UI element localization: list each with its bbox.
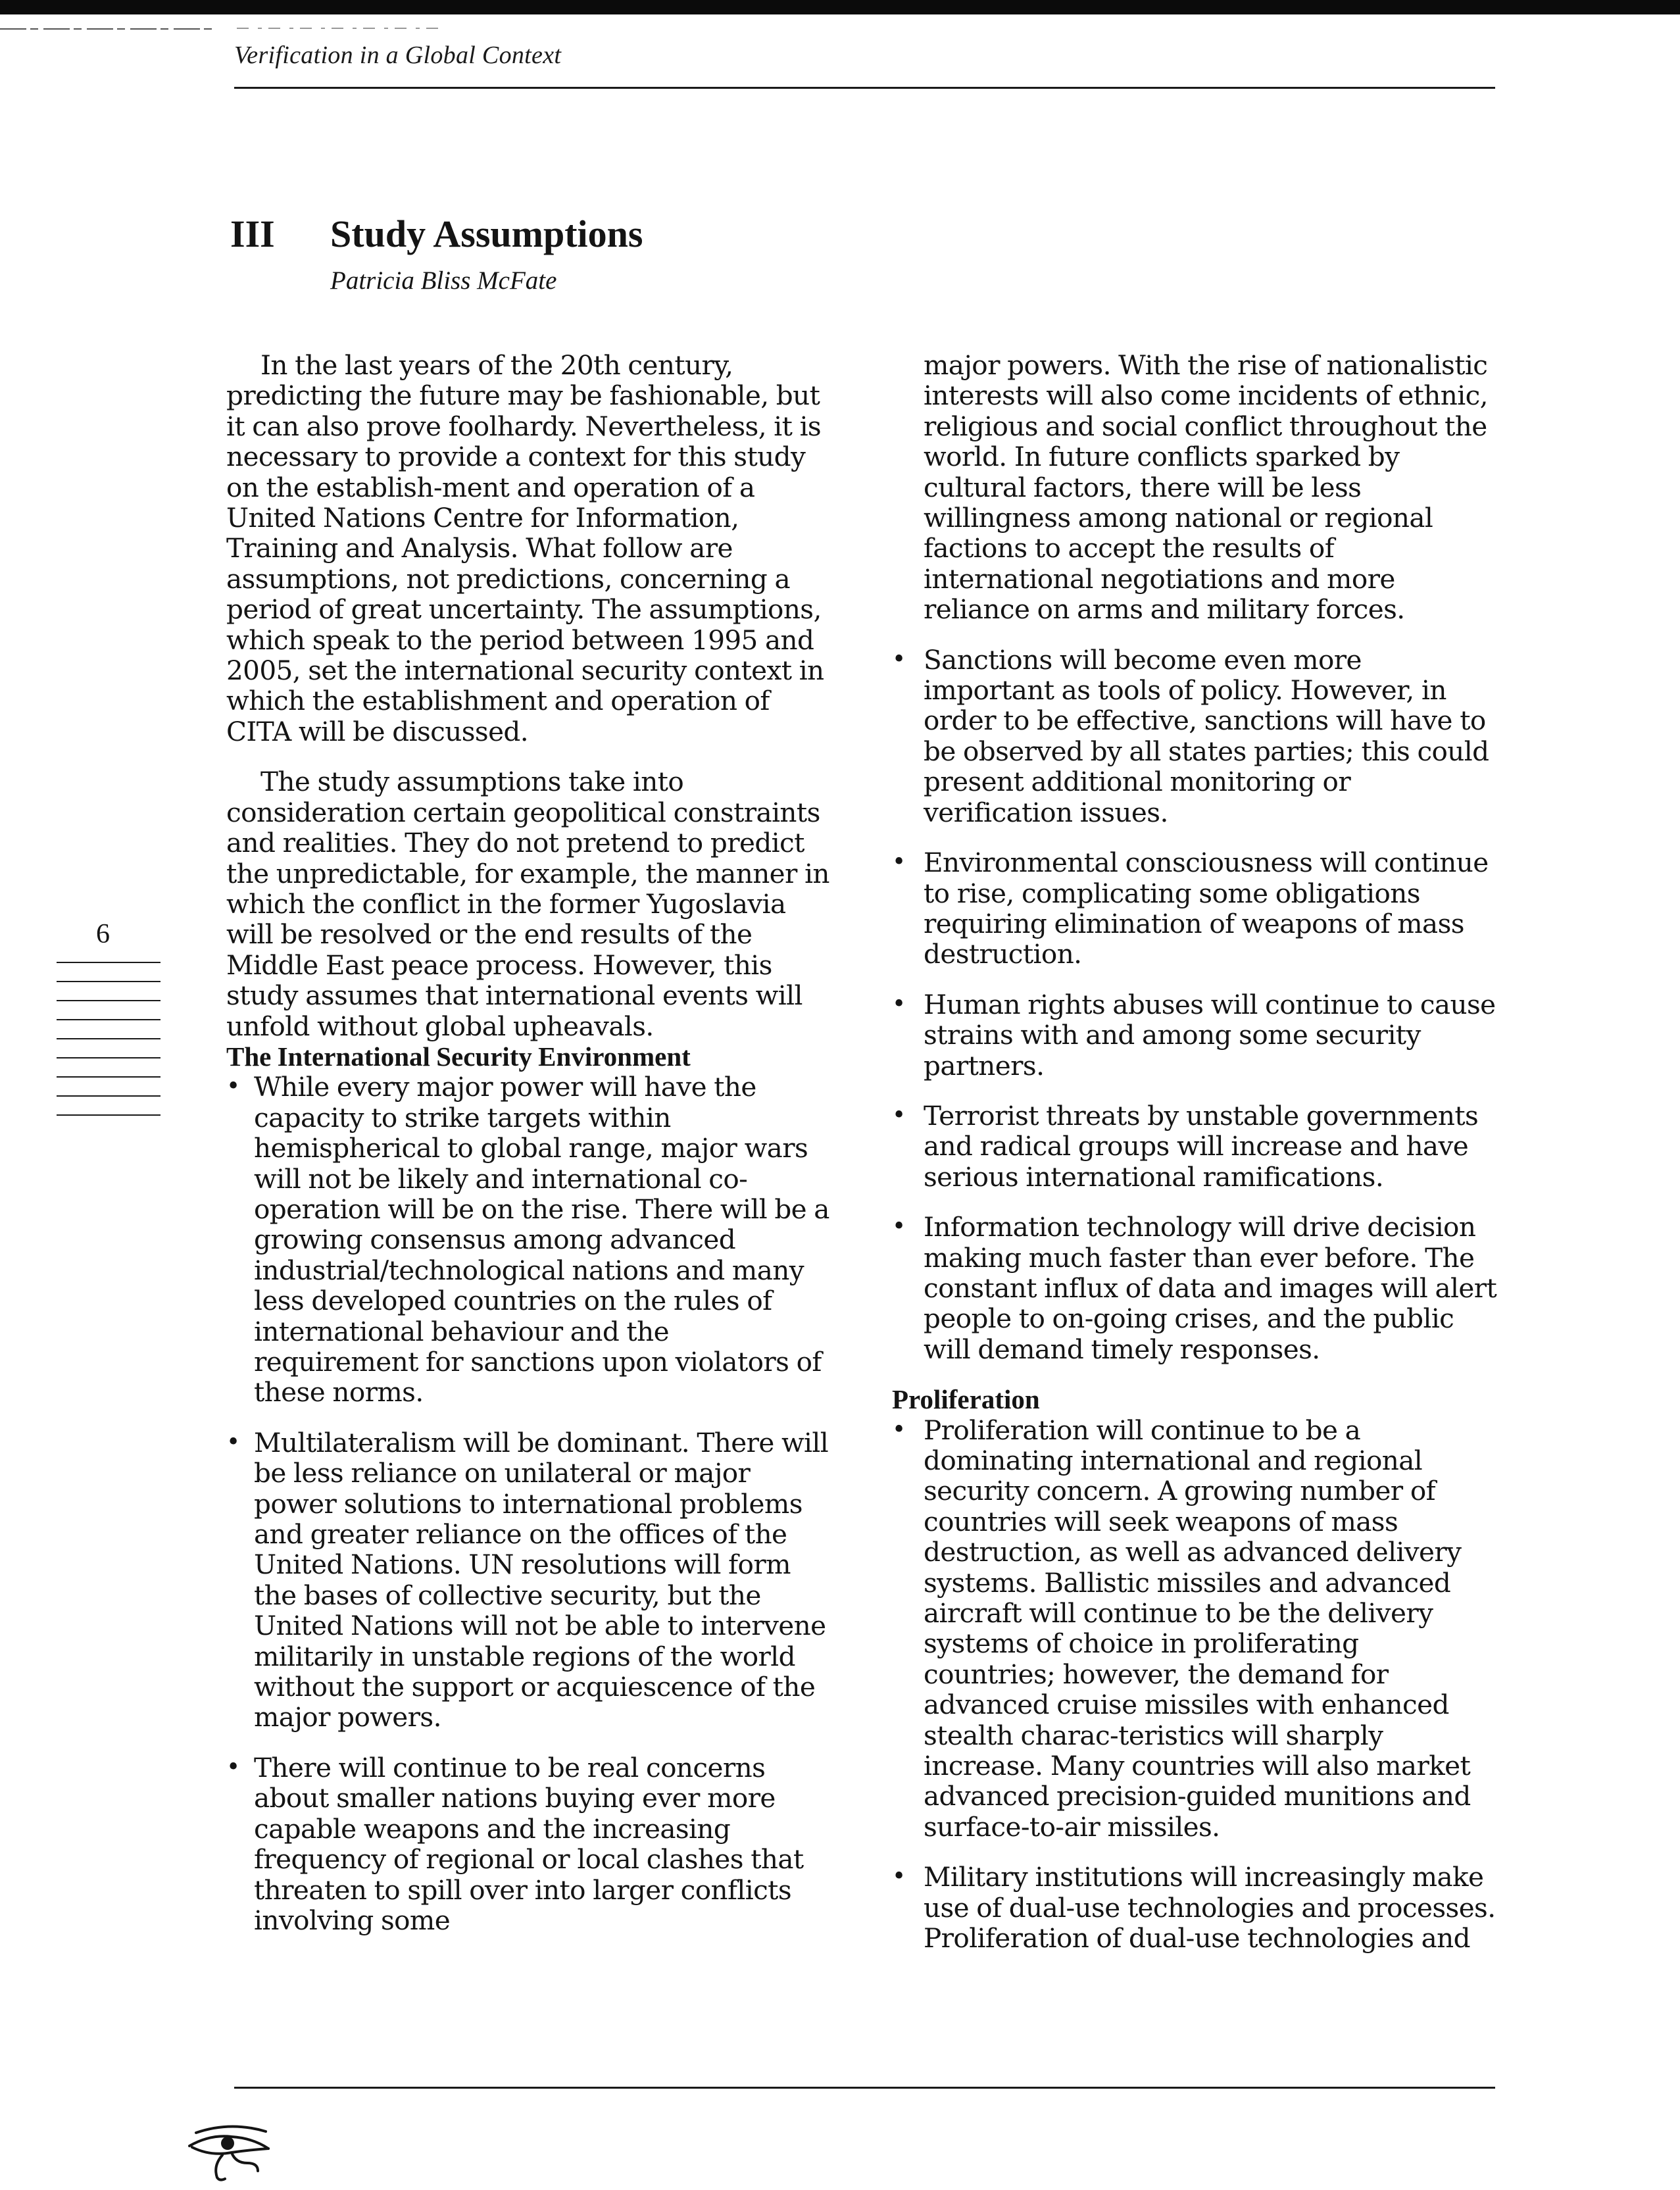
proliferation-list [892,1415,1497,1954]
page-number: 6 [96,919,110,949]
chapter-number: III [230,212,275,255]
header-rule [234,87,1495,89]
security-environment-list [226,1072,831,1935]
scan-specks [0,26,460,32]
list-item: • Information technology will drive decision making much faster than ever before. The constant influx of data and images will alert people to on-going crises, and the public will demand timely responses. [892,1212,1497,1364]
eye-of-horus-logo-icon [184,2122,276,2183]
running-header-title: Verification in a Global Context [234,41,562,69]
section-heading-security-environment: The International Security Environment [226,1041,691,1072]
list-item: • Environmental consciousness will continue to rise, complicating some obligations requiring elimination of weapons of mass destruction. [892,847,1497,970]
list-item: • Proliferation will continue to be a dominating international and regional security concern. A growing number of countries will seek weapons of mass destruction, as well as advanced delivery systems. Ballistic missiles and advanced aircraft will continue to be the delivery systems of choice in proliferating countries; however, the demand for advanced cruise missiles with enhanced stealth charac-teristics will sharply increase. Many countries will also market advanced precision-guided munitions and surface-to-air missiles. [892,1415,1497,1843]
list-item: • Human rights abuses will continue to cause strains with and among some security partners. [892,989,1497,1081]
chapter-author: Patricia Bliss McFate [330,266,557,295]
list-item: • Military institutions will increasingly make use of dual-use technologies and processes. Proliferation of dual-use technologies and [892,1862,1497,1953]
section-heading-proliferation: Proliferation [892,1384,1040,1415]
intro-paragraph: In the last years of the 20th century, predicting the future may be fashionable, but it can also prove foolhardy. Nevertheless, it is necessary to provide a context for this study on the establish-ment and operation of a United Nations Centre for Information, Training and Analysis. What follow are assumptions, not predictions, concerning a period of great uncertainty. The assumptions, which speak to the period between 1995 and 2005, set the international security context in which the establishment and operation of CITA will be discussed. [226,349,824,747]
list-item: • Sanctions will become even more important as tools of policy. However, in order to be effective, sanctions will have to be observed by all states parties; this could present additional monitoring or verification issues. [892,645,1497,828]
security-environment-list-continued [892,645,1497,1365]
left-column [226,350,831,1955]
list-item: • There will continue to be real concerns about smaller nations buying ever more capable weapons and the increasing frequency of regional or local clashes that threaten to spill over into larger conflicts involving some [226,1753,831,1935]
right-column [892,350,1497,1974]
intro-paragraph: The study assumptions take into consideration certain geopolitical constraints and realities. They do not pretend to predict the unpredictable, for example, the manner in which the conflict in the former Yugoslavia will be resolved or the end results of the Middle East peace process. However, this study assumes that international events will unfold without global upheavals. [226,766,829,1042]
chapter-title: Study Assumptions [330,212,643,255]
continued-bullet-text: major powers. With the rise of nationalistic interests will also come incidents of ethnic, religious and social conflict throughout the world. In future conflicts sparked by cultural factors, there will be less willingness among national or regional factions to accept the results of international negotiations and more reliance on arms and military forces. [924,349,1488,626]
list-item: • Multilateralism will be dominant. There will be less reliance on unilateral or major power solutions to international problems and greater reliance on the offices of the United Nations. UN resolutions will form the bases of collective security, but the United Nations will not be able to intervene militarily in unstable regions of the world without the support or acquiescence of the major powers. [226,1428,831,1733]
list-item: • While every major power will have the capacity to strike targets within hemispherical to global range, major wars will not be likely and international co-operation will be on the rise. There will be a growing consensus among advanced industrial/technological nations and many less developed countries on the rules of international behaviour and the requirement for sanctions upon violators of these norms. [226,1072,831,1407]
list-item: • Terrorist threats by unstable governments and radical groups will increase and have serious international ramifications. [892,1101,1497,1192]
margin-tab-marks [57,962,162,1133]
footer-rule [234,2087,1495,2089]
scan-top-edge [0,0,1680,14]
